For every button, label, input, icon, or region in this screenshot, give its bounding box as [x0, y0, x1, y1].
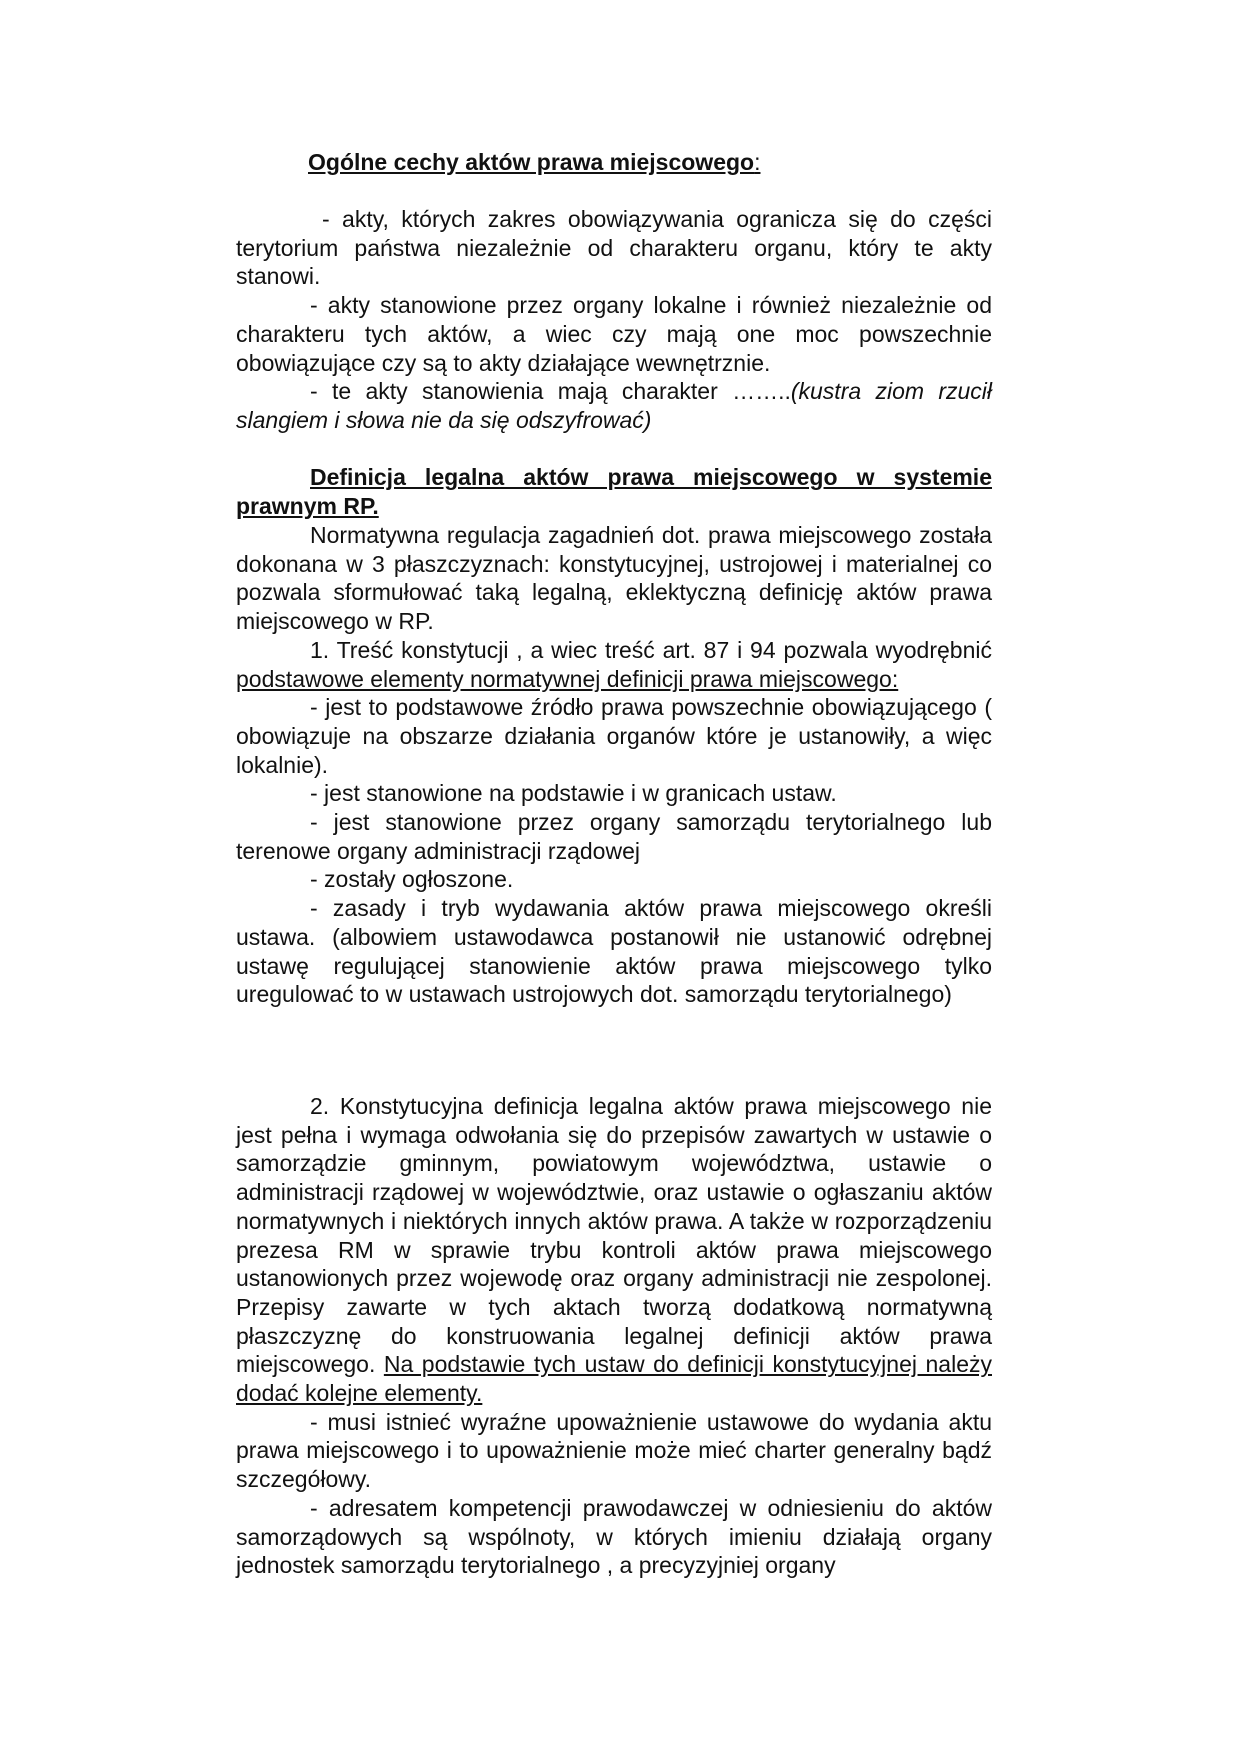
section2-item-2: - jest stanowione na podstawie i w granicach ustaw. — [310, 780, 837, 807]
section1-bullet-3-text: - te akty stanowienia mają charakter …….. — [310, 378, 791, 405]
section1-heading-colon: : — [754, 149, 761, 175]
section2-body — [236, 521, 992, 1009]
section2-item-1: - jest to podstawowe źródło prawa powszechnie obowiązującego ( obowiązuje na obszarze działania organów które je ustanowiły, a więc lokalnie). — [236, 694, 992, 778]
section2-item-4: - zostały ogłoszone. — [310, 866, 514, 893]
section2-point-2-underlined: Na podstawie tych ustaw do definicji konstytucyjnej należy dodać kolejne elementy. — [236, 1351, 992, 1407]
section1-bullet-3 — [236, 377, 992, 434]
section1-heading — [308, 148, 760, 177]
section1-body — [236, 205, 992, 435]
section2-point-1 — [236, 636, 992, 693]
section2-item-5: - zasady i tryb wydawania aktów prawa miejscowego określi ustawa. (albowiem ustawodawca postanowił nie ustanowić odrębnej ustawę regulującej stanowienie aktów prawa miejscowego tylko uregulować to w ustawach ustrojowych dot. samorządu terytorialnego) — [236, 895, 992, 1008]
section2-point-2 — [236, 1092, 992, 1408]
section2-heading-line1: Definicja legalna aktów prawa miejscowego w systemie — [310, 464, 992, 490]
section2-item-3: - jest stanowione przez organy samorządu terytorialnego lub terenowe organy administracji rządowej — [236, 809, 992, 864]
section1-bullet-1: - akty, których zakres obowiązywania ogranicza się do części terytorium państwa niezależnie od charakteru organu, który te akty stanowi. — [236, 206, 992, 290]
section2-intro: Normatywna regulacja zagadnień dot. prawa miejscowego została dokonana w 3 płaszczyznach: konstytucyjnej, ustrojowej i materialnej co pozwala sformułować taką legalną, eklektyczną definicję aktów prawa miejscowego w RP. — [236, 522, 992, 635]
section1-heading-text: Ogólne cechy aktów prawa miejscowego — [308, 149, 755, 175]
section2-point-2-text: 2. Konstytucyjna definicja legalna aktów prawa miejscowego nie jest pełna i wymaga odwołania się do przepisów zawartych w ustawie o samorządzie gminnym, powiatowym województwa, ustawie o administracji rządowej w województwie, oraz ustawie o ogłaszaniu aktów normatywnych i niektórych innych aktów prawa. A także w rozporządzeniu prezesa RM w sprawie trybu kontroli aktów prawa miejscowego ustanowionych przez wojewodę oraz organy administracji nie zespolonej. Przepisy zawarte w tych aktach tworzą dodatkową normatywną płaszczyznę do konstruowania legalnej definicji aktów prawa miejscowego. — [236, 1093, 992, 1378]
section2-item2-1: - musi istnieć wyraźne upoważnienie ustawowe do wydania aktu prawa miejscowego i to upoważnienie może mieć charter generalny bądź szczegółowy. — [236, 1408, 992, 1493]
section2-heading — [236, 463, 992, 520]
section2-item2-2: - adresatem kompetencji prawodawczej w odniesieniu do aktów samorządowych są wspólnoty, w których imieniu działają organy jednostek samorządu terytorialnego , a precyzyjniej organy — [236, 1494, 992, 1579]
section2-heading-line2: prawnym RP. — [236, 492, 379, 519]
section1-bullet-2: - akty stanowione przez organy lokalne i również niezależnie od charakteru tych aktów, a wiec czy mają one moc powszechnie obowiązujące czy są to akty działające wewnętrznie. — [236, 292, 992, 376]
section1-bullet-3-italic: (kustra ziom rzucił slangiem i słowa nie da się odszyfrować) — [236, 378, 992, 433]
section2-point-2-block — [236, 1092, 992, 1580]
section2-point-1-text: 1. Treść konstytucji , a wiec treść art. 87 i 94 pozwala wyodrębnić — [310, 636, 992, 663]
section2-point-1-underlined: podstawowe elementy normatywnej definicji prawa miejscowego: — [236, 665, 899, 692]
